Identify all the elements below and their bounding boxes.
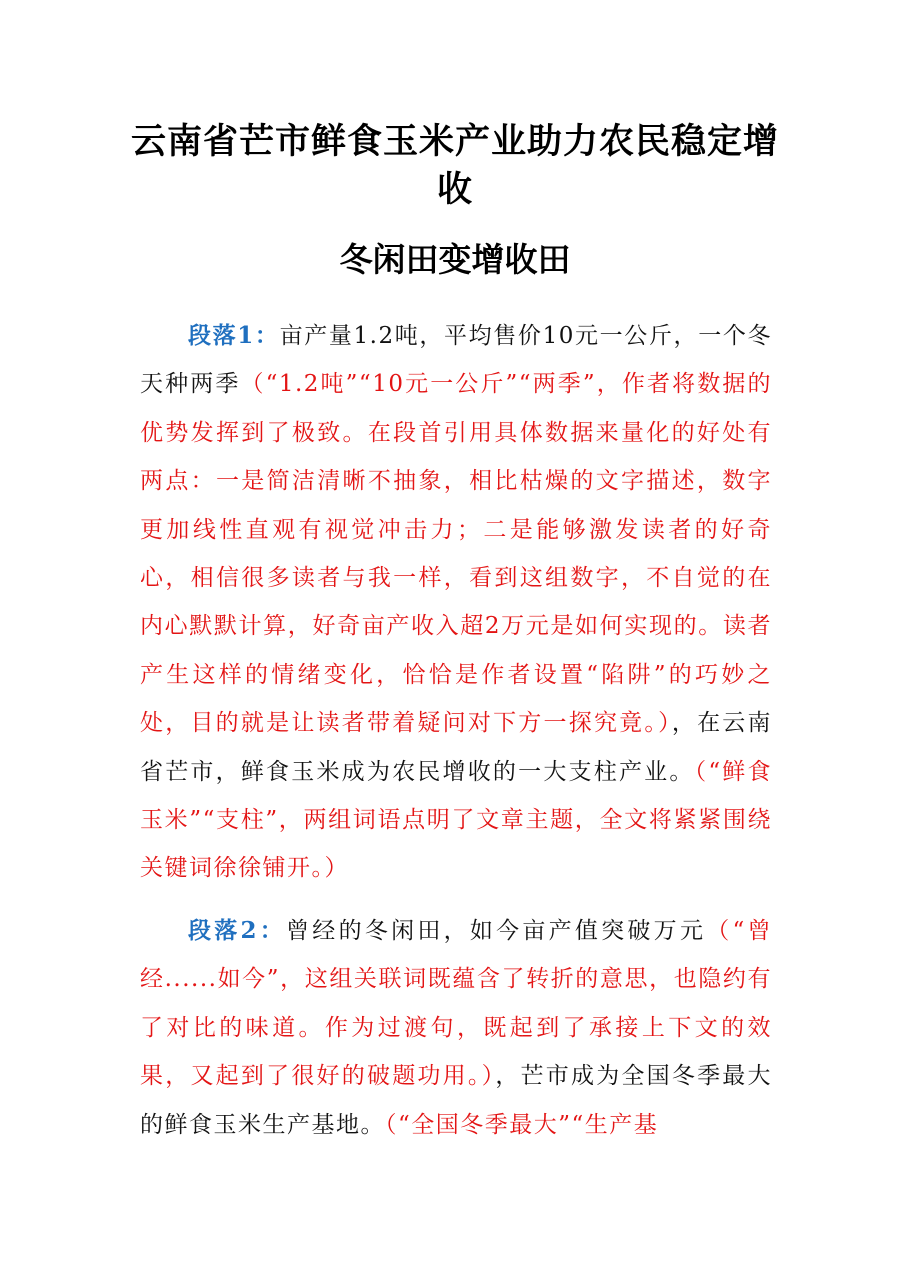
body-text: ，芒市成为全国冬季最大的鲜食玉米生产基地。: [140, 1063, 773, 1138]
document-subtitle: 冬闲田变增收田: [339, 240, 571, 279]
paragraph-label: 段落1：: [188, 322, 280, 349]
body-text: 曾经的冬闲田，如今亩产值突破万元: [286, 918, 707, 944]
annotation-text: （“全国冬季最大”“生产基: [385, 1111, 659, 1138]
annotation-text: （“1.2吨”“10元一公斤”“两季”，作者将数据的优势发挥到了极致。在段首引用具体数据来量化的好处有两点：一是简洁清晰不抽象，相比枯燥的文字描述，数字更加线性直观有视觉冲击力；二是能够激发读者的好奇心，相信很多读者与我一样，看到这组数字，不自觉的在内心默默计算，好奇亩产收入超2万元是如何实现的。读者产生这样的情绪变化，恰恰是作者设置“陷阱”的巧妙之处，目的就是让读者带着疑问对下方一探究竟。）: [140, 371, 773, 737]
document-title: 云南省芒市鲜食玉米产业助力农民稳定增收: [130, 121, 779, 210]
annotation-text: （“曾经......如今”，这组关联词既蕴含了转折的意思，也隐约有了对比的味道。作为过渡句，既起到了承接上下文的效果，又起到了很好的破题功用。）: [140, 918, 772, 1090]
paragraph-1: [140, 312, 772, 893]
paragraph-label: 段落2：: [188, 917, 287, 944]
paragraph-2: [140, 907, 772, 1149]
body-text: 亩产量1.2吨，平均售价10元一公斤，一个冬天种两季: [140, 323, 772, 398]
body-text: ，在云南省芒市，鲜食玉米成为农民增收的一大支柱产业。: [140, 710, 773, 785]
annotation-text: （“鲜食玉米”“支柱”，两组词语点明了文章主题，全文将紧紧围绕关键词徐徐铺开。）: [140, 758, 772, 882]
